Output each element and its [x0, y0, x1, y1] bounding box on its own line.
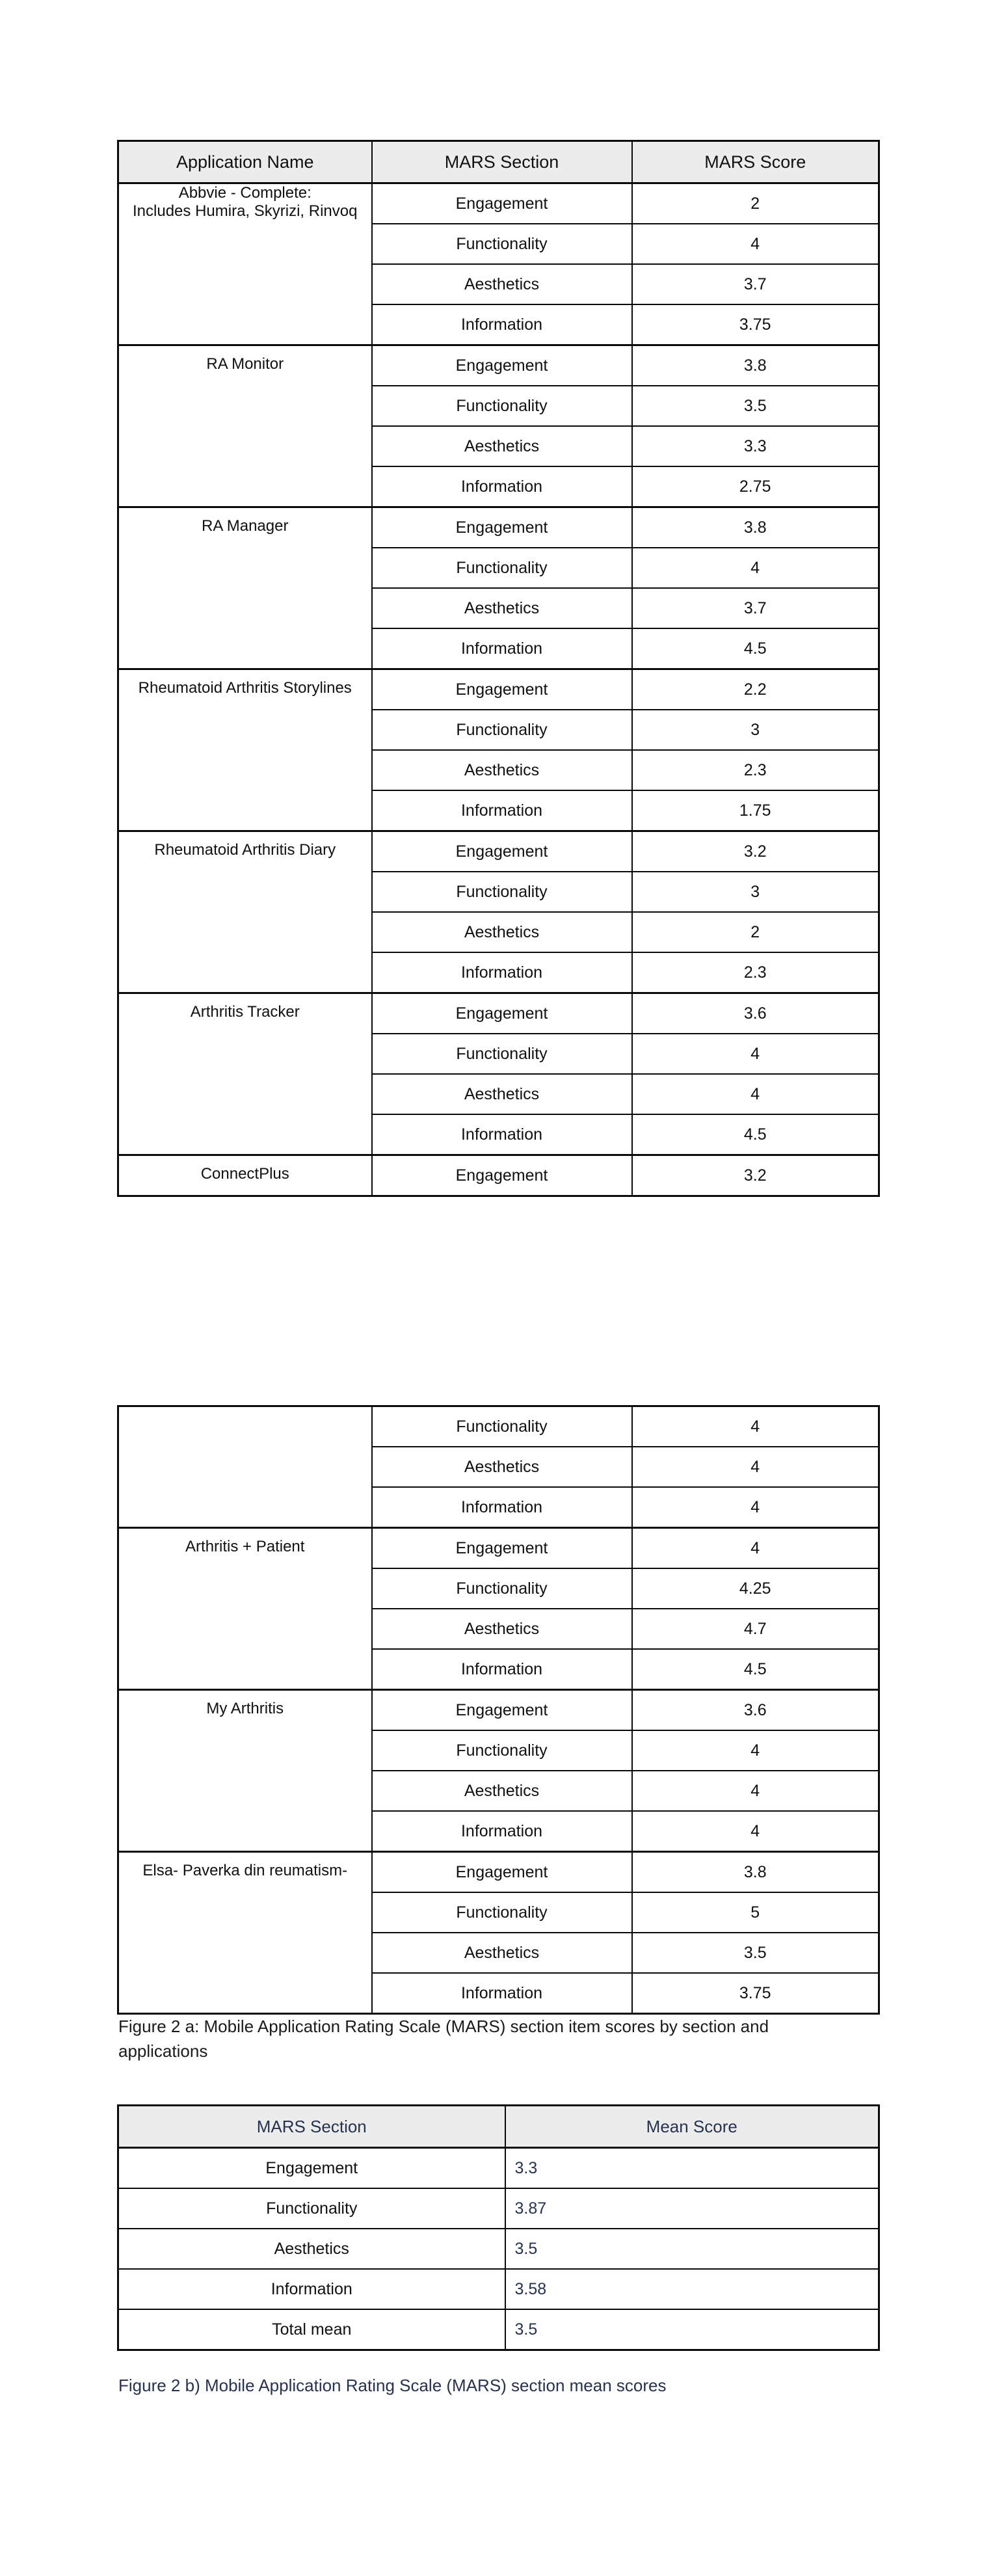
table-row [118, 1406, 879, 1447]
mars-section-cell: Aesthetics [372, 1447, 632, 1487]
mars-section-cell: Information [372, 1114, 632, 1155]
mars-section-cell: Engagement [372, 345, 632, 386]
mars-section-cell: Aesthetics [372, 750, 632, 790]
column-header-mars-section: MARS Section [118, 2106, 505, 2148]
mars-score-cell: 4.5 [632, 628, 879, 669]
mars-section-cell: Functionality [372, 1730, 632, 1771]
app-name: RA Manager [202, 517, 289, 535]
mars-mean-scores-table [117, 2104, 880, 2351]
app-name: Abbvie - Complete: [178, 184, 312, 202]
mars-section-cell: Information [372, 1487, 632, 1528]
mars-score-cell: 3.5 [632, 1933, 879, 1973]
table-header-row [118, 2106, 879, 2148]
mars-score-cell: 2 [632, 183, 879, 224]
mars-score-cell: 4 [632, 548, 879, 588]
mars-score-cell: 3.2 [632, 831, 879, 872]
mars-section-cell: Information [118, 2269, 505, 2309]
mars-score-cell: 4 [632, 1730, 879, 1771]
app-name: ConnectPlus [200, 1165, 289, 1183]
mars-section-cell: Functionality [372, 1034, 632, 1074]
column-header-application-name: Application Name [118, 141, 372, 183]
table-row [118, 2148, 879, 2189]
app-name: RA Monitor [206, 355, 284, 373]
mars-section-cell: Engagement [372, 507, 632, 548]
mars-section-cell: Functionality [372, 1406, 632, 1447]
mars-scores-table-part1 [117, 140, 880, 1197]
table-row [118, 2269, 879, 2309]
mars-score-cell: 2.3 [632, 952, 879, 993]
mean-score-cell: 3.87 [505, 2188, 879, 2229]
mars-score-cell: 2.3 [632, 750, 879, 790]
mars-score-cell: 3.75 [632, 304, 879, 345]
mars-section-cell: Information [372, 952, 632, 993]
mars-score-cell: 3.8 [632, 1852, 879, 1893]
app-name: Arthritis + Patient [185, 1538, 305, 1555]
mars-section-cell: Functionality [118, 2188, 505, 2229]
mars-score-cell: 2.75 [632, 466, 879, 507]
mars-section-cell: Total mean [118, 2309, 505, 2350]
mean-score-cell: 3.58 [505, 2269, 879, 2309]
table-row [118, 2229, 879, 2269]
mars-score-cell: 4 [632, 1074, 879, 1114]
mars-score-cell: 4 [632, 1528, 879, 1569]
mars-score-cell: 1.75 [632, 790, 879, 831]
mars-section-cell: Aesthetics [372, 426, 632, 466]
mars-section-cell: Engagement [372, 993, 632, 1034]
mean-score-cell: 3.3 [505, 2148, 879, 2189]
column-header-mars-section: MARS Section [372, 141, 632, 183]
mars-section-cell: Functionality [372, 710, 632, 750]
table-header-row [118, 141, 879, 183]
mars-section-cell: Functionality [372, 224, 632, 264]
mars-score-cell: 4 [632, 1487, 879, 1528]
app-name-cell [118, 1528, 372, 1690]
app-name-cell [118, 1690, 372, 1852]
mars-score-cell: 3 [632, 710, 879, 750]
mean-score-cell: 3.5 [505, 2309, 879, 2350]
mars-section-cell: Functionality [372, 1568, 632, 1609]
mars-section-cell: Information [372, 1811, 632, 1852]
app-name-cell [118, 1155, 372, 1196]
mars-score-cell: 4 [632, 1811, 879, 1852]
table-row [118, 669, 879, 710]
mars-score-cell: 3.5 [632, 386, 879, 426]
app-name-cell [118, 183, 372, 345]
mars-section-cell: Functionality [372, 386, 632, 426]
mars-section-cell: Engagement [372, 1155, 632, 1196]
mars-score-cell: 4 [632, 1771, 879, 1811]
mars-score-cell: 4.25 [632, 1568, 879, 1609]
mars-section-cell: Engagement [372, 183, 632, 224]
column-header-mars-score: MARS Score [632, 141, 879, 183]
mars-score-cell: 4 [632, 1447, 879, 1487]
mars-score-cell: 3.75 [632, 1973, 879, 2014]
mars-score-cell: 5 [632, 1892, 879, 1933]
mars-score-cell: 4 [632, 1406, 879, 1447]
table-row [118, 2309, 879, 2350]
mars-score-cell: 4 [632, 1034, 879, 1074]
mars-scores-table-part2 [117, 1405, 880, 2015]
mars-score-cell: 3.6 [632, 1690, 879, 1731]
column-header-mean-score: Mean Score [505, 2106, 879, 2148]
mars-section-cell: Information [372, 628, 632, 669]
mars-section-cell: Engagement [372, 1528, 632, 1569]
table-row [118, 1852, 879, 1893]
app-name-cell [118, 669, 372, 831]
app-name-cell [118, 993, 372, 1155]
figure-2b-caption: Figure 2 b) Mobile Application Rating Scale (MARS) section mean scores [118, 2376, 667, 2395]
app-name-line2: Includes Humira, Skyrizi, Rinvoq [133, 202, 358, 220]
app-name: My Arthritis [206, 1700, 284, 1717]
mars-score-cell: 3.2 [632, 1155, 879, 1196]
mars-section-cell: Information [372, 466, 632, 507]
mars-section-cell: Engagement [372, 669, 632, 710]
mars-section-cell: Aesthetics [372, 1609, 632, 1649]
mars-section-cell: Functionality [372, 1892, 632, 1933]
mars-section-cell: Aesthetics [372, 1771, 632, 1811]
mars-section-cell: Aesthetics [118, 2229, 505, 2269]
mars-score-cell: 4 [632, 224, 879, 264]
figure-2a-caption: Figure 2 a: Mobile Application Rating Scale (MARS) section item scores by section and applications [118, 2017, 769, 2061]
mars-section-cell: Information [372, 304, 632, 345]
table-row [118, 507, 879, 548]
mars-score-cell: 3.6 [632, 993, 879, 1034]
mean-score-cell: 3.5 [505, 2229, 879, 2269]
mars-section-cell: Functionality [372, 548, 632, 588]
app-name-cell [118, 831, 372, 993]
mars-section-cell: Information [372, 790, 632, 831]
mars-section-cell: Information [372, 1649, 632, 1690]
mars-section-cell: Engagement [118, 2148, 505, 2189]
mars-section-cell: Information [372, 1973, 632, 2014]
app-name: Rheumatoid Arthritis Diary [154, 841, 336, 859]
app-name-cell-empty [118, 1406, 372, 1528]
mars-score-cell: 2.2 [632, 669, 879, 710]
table-row [118, 1690, 879, 1731]
table-row [118, 345, 879, 386]
mars-score-cell: 3.7 [632, 264, 879, 304]
app-name: Arthritis Tracker [190, 1003, 300, 1021]
mars-section-cell: Aesthetics [372, 588, 632, 628]
mars-section-cell: Engagement [372, 1852, 632, 1893]
mars-section-cell: Aesthetics [372, 264, 632, 304]
mars-section-cell: Functionality [372, 872, 632, 912]
table-row [118, 831, 879, 872]
mars-score-cell: 4.5 [632, 1114, 879, 1155]
mars-score-cell: 2 [632, 912, 879, 952]
app-name-cell [118, 345, 372, 507]
app-name-cell [118, 1852, 372, 2014]
app-name: Rheumatoid Arthritis Storylines [138, 679, 352, 697]
table-row [118, 1528, 879, 1569]
mars-section-cell: Engagement [372, 831, 632, 872]
mars-score-cell: 3.3 [632, 426, 879, 466]
table-row [118, 2188, 879, 2229]
table-row [118, 183, 879, 224]
mars-section-cell: Aesthetics [372, 1933, 632, 1973]
mars-section-cell: Aesthetics [372, 1074, 632, 1114]
mars-score-cell: 3.7 [632, 588, 879, 628]
mars-section-cell: Engagement [372, 1690, 632, 1731]
mars-section-cell: Aesthetics [372, 912, 632, 952]
mars-score-cell: 3 [632, 872, 879, 912]
app-name: Elsa- Paverka din reumatism- [142, 1862, 348, 1879]
mars-score-cell: 4.5 [632, 1649, 879, 1690]
mars-score-cell: 4.7 [632, 1609, 879, 1649]
app-name-cell [118, 507, 372, 669]
mars-score-cell: 3.8 [632, 345, 879, 386]
mars-score-cell: 3.8 [632, 507, 879, 548]
table-row [118, 1155, 879, 1196]
table-row [118, 993, 879, 1034]
